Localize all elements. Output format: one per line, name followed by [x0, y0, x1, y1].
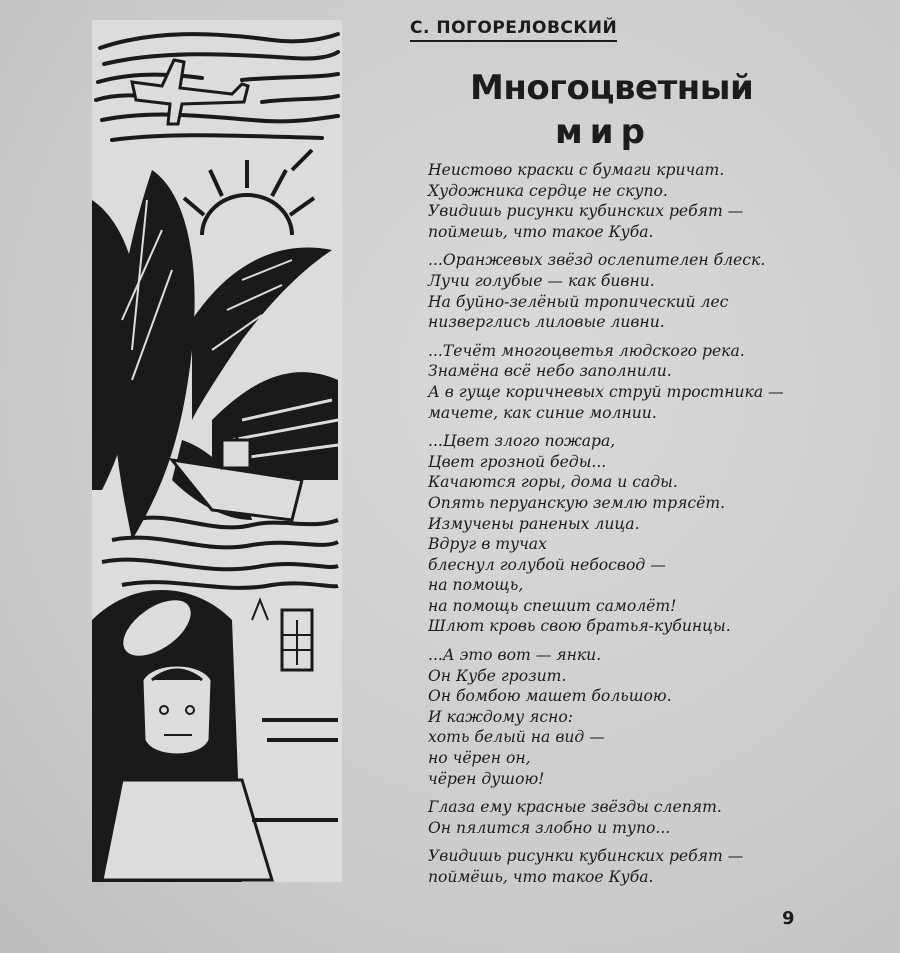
- poem-line: поймешь, что такое Куба.: [428, 222, 654, 241]
- poem-text: [428, 160, 868, 896]
- poem-line: мачете, как синие молнии.: [428, 403, 657, 422]
- stanza-5: [428, 645, 868, 789]
- poem-line: Увидишь рисунки кубинских ребят —: [428, 847, 744, 866]
- poem-line: А в гуще коричневых струй тростника —: [428, 382, 784, 401]
- poem-line: Измучены раненых лица.: [428, 514, 640, 533]
- poem-line: Он пялится злобно и тупо...: [428, 818, 671, 837]
- poem-line: И каждому ясно:: [428, 707, 574, 726]
- poem-line: Качаются горы, дома и сады.: [428, 473, 678, 492]
- woodcut-illustration: [92, 20, 342, 882]
- poem-title-line-1: Многоцветный: [470, 68, 754, 108]
- stanza-1: [428, 160, 868, 242]
- poem-line: хоть белый на вид —: [428, 728, 605, 747]
- poem-line: низверглись лиловые ливни.: [428, 313, 665, 332]
- poem-line: на помощь,: [428, 576, 524, 595]
- poem-line: ...Цвет злого пожара,: [428, 432, 616, 451]
- poem-line: Вдруг в тучах: [428, 535, 547, 554]
- poem-line: ...Оранжевых звёзд ослепителен блеск.: [428, 251, 766, 270]
- stanza-6: [428, 797, 868, 838]
- poem-title-line-2: мир: [555, 112, 652, 152]
- poem-line: Лучи голубые — как бивни.: [428, 271, 655, 290]
- poem-line: Увидишь рисунки кубинских ребят —: [428, 202, 744, 221]
- poem-line: на помощь спешит самолёт!: [428, 596, 677, 615]
- stanza-4: [428, 431, 868, 637]
- poem-line: блеснул голубой небосвод —: [428, 555, 666, 574]
- poem-line: поймёшь, что такое Куба.: [428, 868, 654, 886]
- page-number: 9: [782, 908, 795, 929]
- poem-line: На буйно-зелёный тропический лес: [428, 292, 729, 311]
- poem-line: ...Течёт многоцветья людского река.: [428, 341, 745, 360]
- poem-line: Опять перуанскую землю трясёт.: [428, 493, 726, 512]
- stanza-2: [428, 250, 868, 332]
- poem-line: но чёрен он,: [428, 749, 531, 768]
- poem-line: Шлют кровь свою братья-кубинцы.: [428, 617, 731, 636]
- poem-line: Он бомбою машет большою.: [428, 687, 672, 706]
- poem-line: Он Кубе грозит.: [428, 666, 567, 685]
- poem-line: Знамёна всё небо заполнили.: [428, 362, 672, 381]
- stanza-7: [428, 846, 868, 887]
- poem-line: Художника сердце не скупо.: [428, 181, 668, 200]
- illustration-art: [92, 20, 342, 882]
- poem-line: чёрен душою!: [428, 769, 545, 788]
- poem-line: Цвет грозной беды...: [428, 452, 607, 471]
- author-name: С. ПОГОРЕЛОВСКИЙ: [410, 18, 617, 42]
- poem-line: Неистово краски с бумаги кричат.: [428, 161, 725, 179]
- stanza-3: [428, 341, 868, 423]
- poem-line: Глаза ему красные звёзды слепят.: [428, 798, 722, 817]
- poem-line: ...А это вот — янки.: [428, 646, 602, 665]
